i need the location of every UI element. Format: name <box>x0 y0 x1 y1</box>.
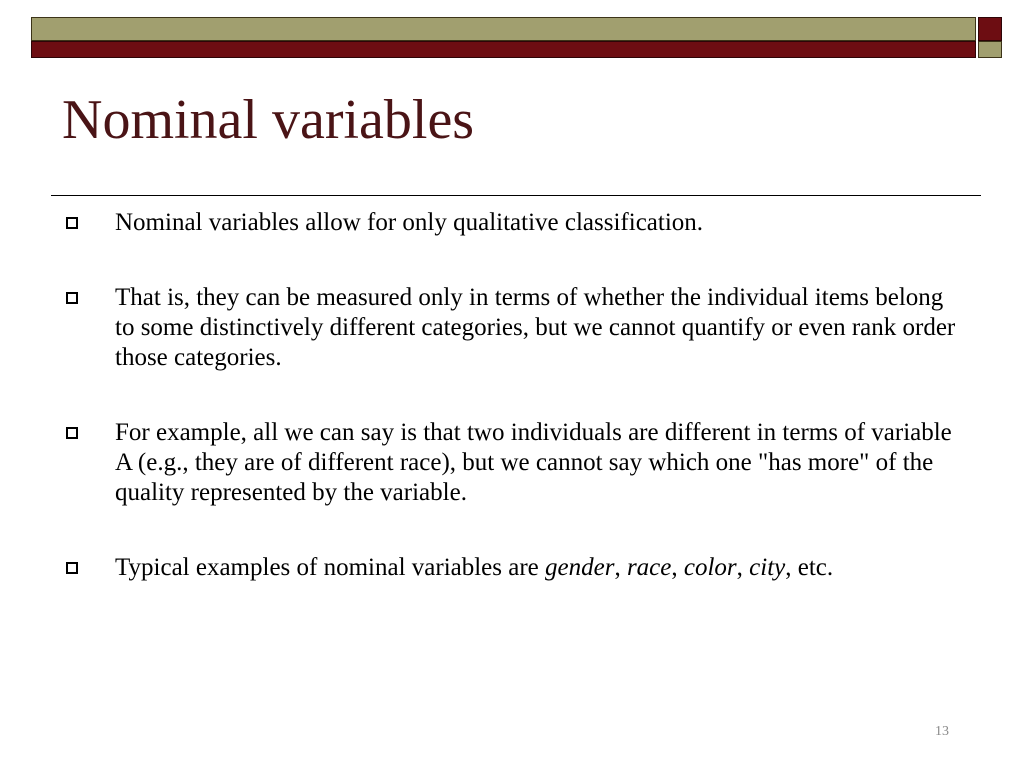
bullet-item-4 <box>66 553 966 583</box>
header-bar-olive <box>31 17 976 41</box>
bullet-text-suffix: , etc. <box>785 554 834 581</box>
example-gender: gender <box>545 554 615 581</box>
separator: , <box>614 554 627 581</box>
example-city: city <box>749 554 786 581</box>
separator: , <box>671 554 684 581</box>
square-bullet-icon <box>66 292 78 304</box>
slide-title: Nominal variables <box>62 89 475 151</box>
bullet-text: Nominal variables allow for only qualitative classification. <box>115 209 704 236</box>
header-bar-maroon <box>31 41 976 58</box>
bullet-item-2 <box>66 283 966 373</box>
square-bullet-icon <box>66 562 78 574</box>
example-color: color <box>683 554 737 581</box>
bullet-text: For example, all we can say is that two individuals are different in terms of variable A (e.g., they are of different race), but we cannot say which one "has more" of the quality represented by the variable. <box>115 419 952 506</box>
bullet-list <box>66 208 966 628</box>
slide-number: 13 <box>935 724 949 739</box>
bullet-text: That is, they can be measured only in terms of whether the individual items belong to some distinctively different categories, but we cannot quantify or even rank order those categories. <box>115 284 956 371</box>
header-square-maroon <box>978 17 1002 41</box>
header-square-olive <box>978 41 1002 58</box>
title-divider <box>51 195 981 196</box>
bullet-item-3 <box>66 418 966 508</box>
example-race: race <box>626 554 672 581</box>
square-bullet-icon <box>66 217 78 229</box>
separator: , <box>736 554 750 581</box>
bullet-text-prefix: Typical examples of nominal variables are <box>115 554 546 581</box>
bullet-item-1 <box>66 208 966 238</box>
square-bullet-icon <box>66 427 78 439</box>
